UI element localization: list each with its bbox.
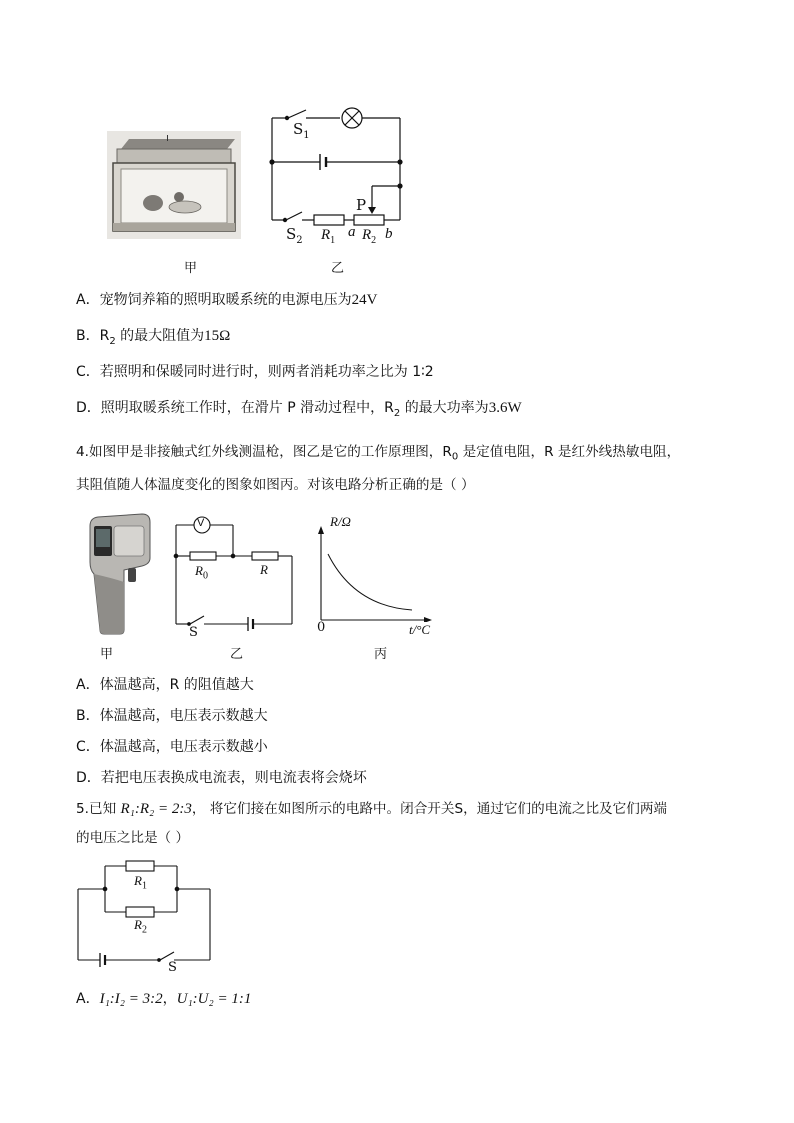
q4-label-r0 bbox=[195, 563, 208, 582]
q4-graph-x-label: t/°C bbox=[409, 622, 431, 637]
option-letter: D bbox=[76, 770, 87, 786]
r1-r: R bbox=[321, 227, 331, 243]
q5-label-r2 bbox=[134, 917, 147, 936]
option-text: 若照明和保暖同时进行时，则两者消耗功率之比为 1∶2 bbox=[99, 364, 434, 380]
q4-stem-line1 bbox=[76, 442, 680, 468]
q4-option-b: B．体温越高，电压表示数越大 bbox=[76, 708, 268, 724]
option-value: 24V bbox=[351, 292, 378, 308]
q5-ratio: R₁:R₂ = 2:3 bbox=[120, 801, 192, 817]
circuit1-label-s1 bbox=[293, 120, 310, 141]
figure-resistance-temperature-graph bbox=[314, 526, 434, 622]
figure-ir-thermometer-gun bbox=[84, 512, 154, 636]
option-separator: ， bbox=[162, 991, 177, 1007]
q5-stem-line1 bbox=[76, 799, 667, 819]
option-text: 体温越高，R 的阻值越大 bbox=[99, 677, 254, 693]
q5-stem-line2: 的电压之比是（ ） bbox=[76, 830, 190, 846]
figure-pet-box-photo bbox=[107, 131, 241, 239]
q4-option-a: A．体温越高，R 的阻值越大 bbox=[76, 677, 254, 693]
s2-s: S bbox=[286, 225, 297, 243]
option-r: R bbox=[99, 328, 110, 344]
circuit1-label-r2 bbox=[362, 227, 376, 246]
circuit1-label-r1 bbox=[321, 227, 335, 246]
q5-r1-sub: 1 bbox=[141, 880, 147, 892]
q4-graph-origin: 0 bbox=[317, 620, 326, 635]
r1-sub: 1 bbox=[330, 235, 336, 246]
q3-option-c: C．若照明和保暖同时进行时，则两者消耗功率之比为 1∶2 bbox=[76, 364, 434, 380]
circuit1-label-a: a bbox=[348, 224, 356, 240]
option-text: 宠物饲养箱的照明取暖系统的电源电压为 bbox=[99, 292, 352, 308]
q3-option-a: A．宠物饲养箱的照明取暖系统的电源电压为24V bbox=[76, 292, 378, 308]
q5-r2-r: R bbox=[134, 917, 142, 932]
option-letter: C bbox=[76, 364, 86, 380]
circuit1-label-b: b bbox=[385, 226, 393, 242]
q4-option-d: D．若把电压表换成电流表，则电流表将会烧坏 bbox=[76, 770, 367, 786]
q4-caption-bing: 丙 bbox=[374, 647, 388, 662]
option-value: 3.6W bbox=[488, 400, 522, 416]
q4-option-c: C．体温越高，电压表示数越小 bbox=[76, 739, 268, 755]
q5-prefix: 5.已知 bbox=[76, 801, 117, 817]
r2-sub: 2 bbox=[371, 235, 377, 246]
s1-s: S bbox=[293, 120, 304, 138]
option-r: R bbox=[384, 400, 394, 416]
option-text: 体温越高，电压表示数越小 bbox=[99, 739, 268, 755]
r0-sub: 0 bbox=[202, 570, 208, 582]
figure1-caption-yi: 乙 bbox=[331, 261, 345, 276]
q4-text-2: 是定值电阻，R 是红外线热敏电阻， bbox=[462, 444, 681, 460]
q4-label-s: S bbox=[189, 625, 198, 640]
option-letter: B bbox=[76, 708, 86, 724]
option-text: 体温越高，电压表示数越大 bbox=[99, 708, 268, 724]
q4-r0-sub: 0 bbox=[451, 451, 459, 463]
q4-label-r: R bbox=[260, 562, 268, 577]
option-voltage-ratio: U₁:U₂ = 1:1 bbox=[176, 991, 252, 1007]
option-text-2: 的最大功率为 bbox=[404, 400, 489, 416]
q5-label-s: S bbox=[168, 960, 177, 975]
q5-text-1: ， 将它们接在如图所示的电路中。闭合开关S，通过它们的电流之比及它们两端 bbox=[191, 801, 668, 817]
s2-sub: 2 bbox=[296, 235, 303, 246]
q5-r1-r: R bbox=[134, 873, 142, 888]
option-text: 若把电压表换成电流表，则电流表将会烧坏 bbox=[100, 770, 367, 786]
option-letter: A bbox=[76, 991, 86, 1007]
option-text-1: 照明取暖系统工作时，在滑片 P 滑动过程中， bbox=[100, 400, 385, 416]
option-letter: A bbox=[76, 292, 86, 308]
q5-r2-sub: 2 bbox=[141, 924, 147, 936]
q4-r0: R bbox=[442, 444, 452, 460]
q4-stem-line2: 其阻值随人体温度变化的图象如图丙。对该电路分析正确的是（ ） bbox=[76, 477, 475, 493]
r2-r: R bbox=[362, 227, 372, 243]
option-text: 的最大阻值为 bbox=[120, 328, 205, 344]
option-letter: D bbox=[76, 400, 87, 416]
option-letter: B bbox=[76, 328, 86, 344]
option-r-sub: 2 bbox=[393, 407, 401, 419]
q3-option-d: D．照明取暖系统工作时，在滑片 P 滑动过程中，$R_2$ 的最大功率为3.6W bbox=[76, 400, 522, 419]
option-r-sub: 2 bbox=[109, 335, 116, 347]
q4-graph-y-label: R/Ω bbox=[330, 514, 351, 529]
option-letter: C bbox=[76, 739, 86, 755]
option-current-ratio: I₁:I₂ = 3:2 bbox=[99, 991, 163, 1007]
q4-caption-yi: 乙 bbox=[230, 647, 244, 662]
q5-label-r1 bbox=[134, 873, 147, 892]
option-letter: A bbox=[76, 677, 86, 693]
option-value: 15Ω bbox=[204, 328, 231, 344]
r0-r: R bbox=[195, 563, 203, 578]
q3-option-b: B．$R_2$ 的最大阻值为15Ω bbox=[76, 328, 231, 347]
circuit1-label-s2 bbox=[286, 225, 303, 246]
figure-thermometer-circuit bbox=[170, 514, 298, 636]
s1-sub: 1 bbox=[303, 130, 310, 141]
q5-option-a: A．I₁:I₂ = 3:2，U₁:U₂ = 1:1 bbox=[76, 991, 252, 1007]
q4-caption-jia: 甲 bbox=[100, 647, 114, 662]
q4-text-1: 4.如图甲是非接触式红外线测温枪，图乙是它的工作原理图， bbox=[76, 444, 443, 460]
q4-voltmeter-label: V bbox=[197, 517, 205, 529]
circuit1-label-p: P bbox=[356, 196, 367, 214]
figure1-caption-jia: 甲 bbox=[184, 261, 198, 276]
